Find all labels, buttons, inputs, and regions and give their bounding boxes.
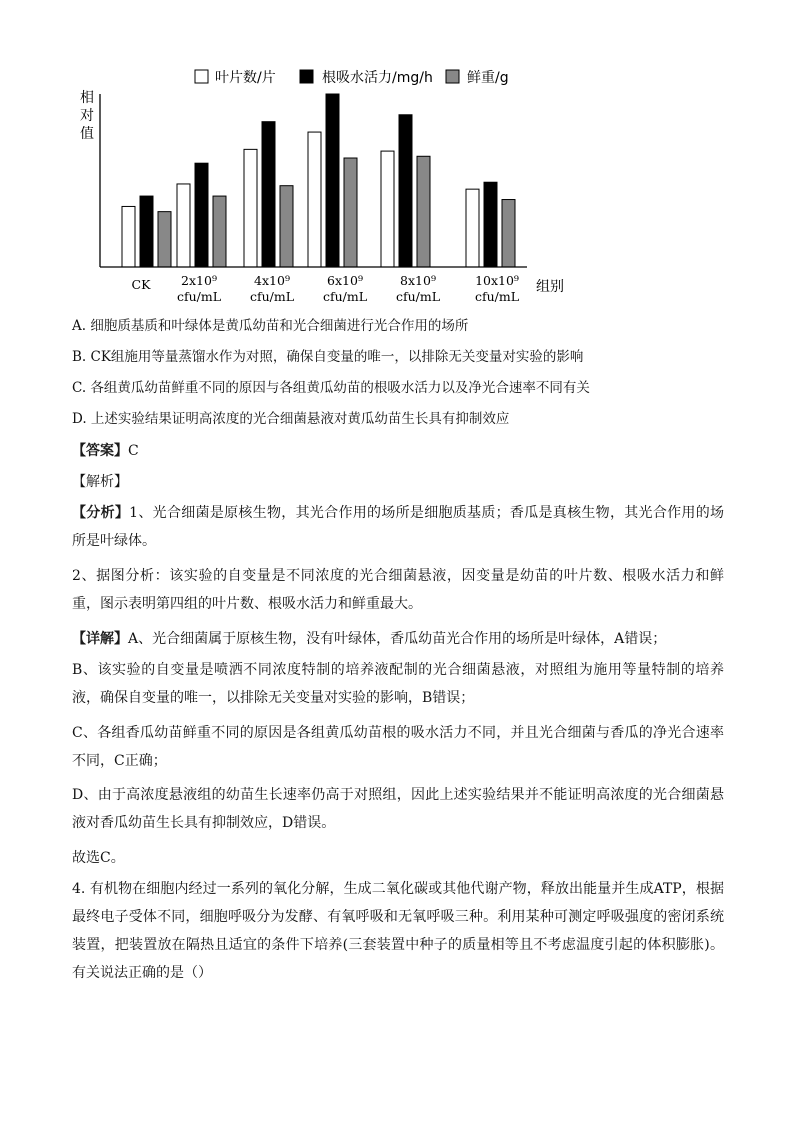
bar-series-2-cat-2 xyxy=(280,186,293,267)
bar-chart xyxy=(0,0,794,310)
analysis-point-1 xyxy=(72,499,724,555)
x-tick-label: 2x10⁹ xyxy=(181,273,217,288)
x-axis-label: 组别 xyxy=(536,279,564,295)
question-4: 4. 有机物在细胞内经过一系列的氧化分解，生成二氧化碳或其他代谢产物，释放出能量并生成ATP，根据最终电子受体不同，细胞呼吸分为发酵、有氧呼吸和无氧呼吸三种。利用某种可测定呼吸强度的密闭系统装置，把装置放在隔热且适宜的条件下培养(三套装置中种子的质量相等且不考虑温度引起的体积膨胀)。有关说法正确的是（） xyxy=(72,881,724,981)
x-tick-label: cfu/mL xyxy=(249,289,295,304)
bar-series-2-cat-4 xyxy=(417,156,430,267)
legend-swatch-1 xyxy=(300,70,313,83)
analysis-point-2: 2、据图分析：该实验的自变量是不同浓度的光合细菌悬液，因变量是幼苗的叶片数、根吸水活力和鲜重，图示表明第四组的叶片数、根吸水活力和鲜重最大。 xyxy=(72,568,724,612)
answer-value: C xyxy=(128,443,139,459)
y-axis-label-char: 相 xyxy=(80,90,94,106)
bar-series-2-cat-5 xyxy=(502,200,515,267)
bar-series-0-cat-2 xyxy=(244,149,257,267)
bar-series-2-cat-0 xyxy=(158,212,171,267)
detail-d: D、由于高浓度悬液组的幼苗生长速率仍高于对照组，因此上述实验结果并不能证明高浓度的光合细菌悬液对香瓜幼苗生长具有抑制效应，D错误。 xyxy=(72,787,724,831)
bar-series-1-cat-5 xyxy=(484,182,497,267)
bar-series-1-cat-0 xyxy=(140,196,153,267)
option-c: C. 各组黄瓜幼苗鲜重不同的原因与各组黄瓜幼苗的根吸水活力以及净光合速率不同有关 xyxy=(72,380,590,396)
bar-series-2-cat-1 xyxy=(213,196,226,267)
y-axis-label-char: 值 xyxy=(80,126,94,142)
option-b: B. CK组施用等量蒸馏水作为对照，确保自变量的唯一，以排除无关变量对实验的影响 xyxy=(72,349,584,365)
detail-b: B、该实验的自变量是喷洒不同浓度特制的培养液配制的光合细菌悬液，对照组为施用等量特制的培养液，确保自变量的唯一，以排除无关变量对实验的影响，B错误； xyxy=(72,662,724,706)
chart-legend xyxy=(195,69,509,86)
legend-label-0: 叶片数/片 xyxy=(215,70,276,86)
x-tick-label: cfu/mL xyxy=(474,289,520,304)
legend-swatch-0 xyxy=(195,70,208,83)
x-tick-label: 4x10⁹ xyxy=(254,273,290,288)
legend-label-2: 鲜重/g xyxy=(467,70,509,86)
bar-series-0-cat-0 xyxy=(122,206,135,267)
x-tick-label: CK xyxy=(131,277,151,292)
answer-tag: 【答案】 xyxy=(72,443,128,459)
x-tick-label: cfu/mL xyxy=(176,289,222,304)
analysis-tag: 【解析】 xyxy=(72,474,128,490)
fenxi-text: 1、光合细菌是原核生物，其光合作用的场所是细胞质基质；香瓜是真核生物，其光合作用的场所是叶绿体。 xyxy=(72,505,725,549)
bar-series-1-cat-2 xyxy=(262,122,275,267)
bar-series-0-cat-3 xyxy=(308,132,321,267)
x-tick-label: 8x10⁹ xyxy=(400,273,436,288)
bar-series-2-cat-3 xyxy=(344,158,357,267)
legend-label-1: 根吸水活力/mg/h xyxy=(322,70,433,86)
detail-a-text: A、光合细菌属于原核生物，没有叶绿体，香瓜幼苗光合作用的场所是叶绿体，A错误； xyxy=(128,631,667,647)
bars xyxy=(122,94,515,267)
bar-series-0-cat-1 xyxy=(177,184,190,267)
x-tick-label: cfu/mL xyxy=(322,289,368,304)
x-tick-label: cfu/mL xyxy=(395,289,441,304)
bar-series-0-cat-4 xyxy=(381,151,394,267)
fenxi-tag: 【分析】 xyxy=(72,505,130,521)
legend-swatch-2 xyxy=(446,70,459,83)
detail-c: C、各组香瓜幼苗鲜重不同的原因是各组黄瓜幼苗根的吸水活力不同，并且光合细菌与香瓜的净光合速率不同，C正确； xyxy=(72,725,724,769)
option-d: D. 上述实验结果证明高浓度的光合细菌悬液对黄瓜幼苗生长具有抑制效应 xyxy=(72,411,510,427)
y-axis-label-char: 对 xyxy=(80,108,94,124)
x-tick-label: 10x10⁹ xyxy=(475,273,519,288)
y-axis-label xyxy=(80,89,94,142)
option-a: A. 细胞质基质和叶绿体是黄瓜幼苗和光合细菌进行光合作用的场所 xyxy=(72,318,469,334)
detail-a xyxy=(72,625,724,653)
conclusion: 故选C。 xyxy=(72,850,125,866)
answer-line xyxy=(72,437,724,465)
bar-series-1-cat-4 xyxy=(399,115,412,267)
x-tick-labels xyxy=(132,273,519,304)
xiangjie-tag: 【详解】 xyxy=(72,631,128,647)
x-tick-label: 6x10⁹ xyxy=(327,273,363,288)
bar-series-0-cat-5 xyxy=(466,189,479,267)
bar-series-1-cat-3 xyxy=(326,94,339,267)
bar-series-1-cat-1 xyxy=(195,163,208,267)
